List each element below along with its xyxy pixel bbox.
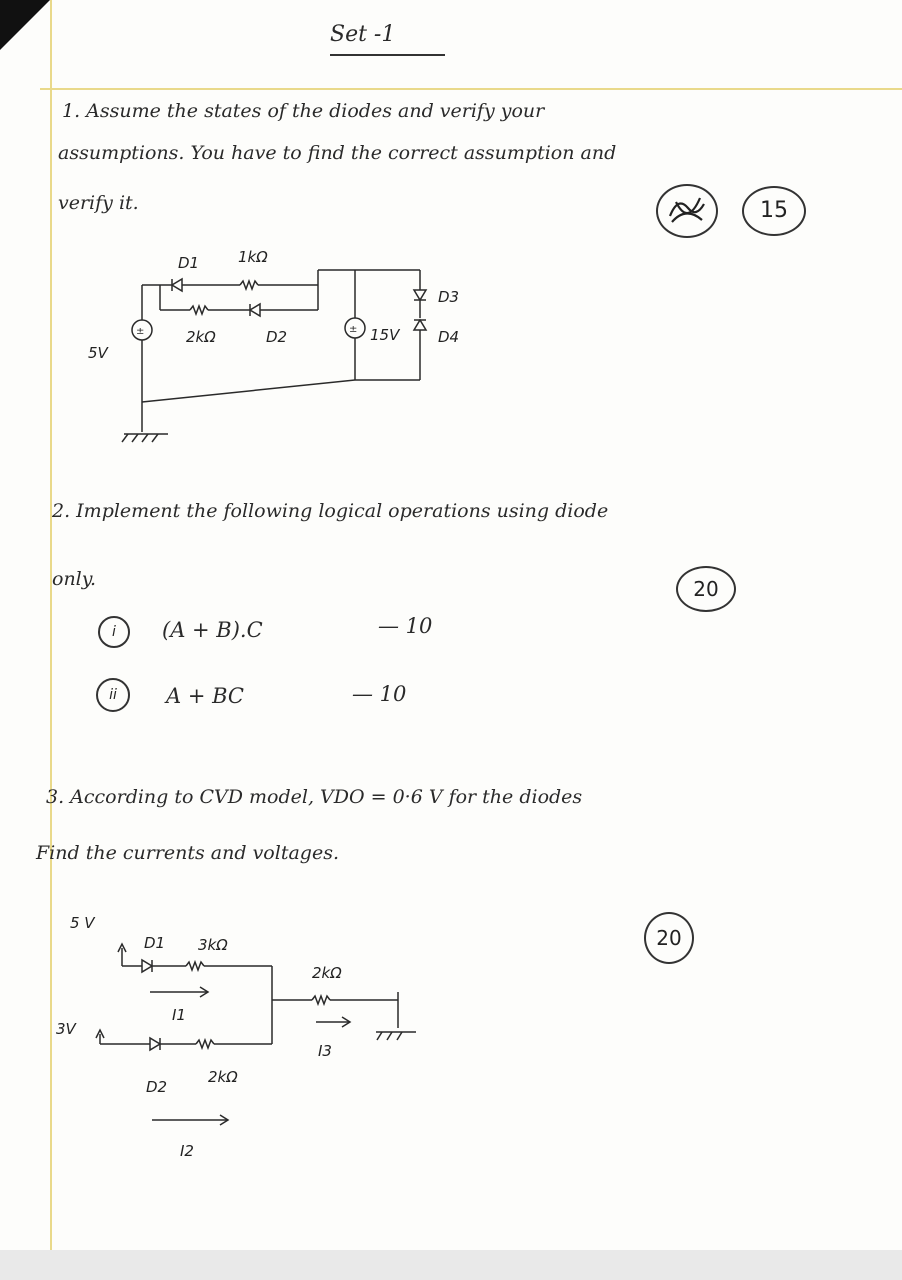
q3-i2-label: I2 [180, 1142, 194, 1160]
q2-item-2-expr: A + BC [166, 684, 245, 708]
q2-line-1: 2. Implement the following logical operations using diode [52, 500, 609, 522]
q3-v1-label: 5 V [70, 914, 95, 932]
q2-item-1-num: i [98, 616, 130, 648]
q2-marks: 20 [676, 566, 736, 612]
q3-v2-label: 3V [56, 1020, 76, 1038]
q1-r-bottom-label: 2kΩ [186, 328, 216, 346]
q3-line-2: Find the currents and voltages. [36, 842, 339, 864]
q1-v-right-label: 15V [370, 326, 400, 344]
q2-line-2: only. [52, 568, 97, 590]
q1-v-left-label: 5V [88, 344, 108, 362]
svg-text:±: ± [136, 326, 145, 337]
q3-i1-label: I1 [172, 1006, 186, 1024]
q1-line-3: verify it. [58, 192, 139, 214]
q3-marks: 20 [644, 912, 694, 964]
q3-r2-label: 2kΩ [208, 1068, 238, 1086]
q1-d4-label: D4 [438, 328, 460, 346]
q3-r3-label: 2kΩ [312, 964, 342, 982]
q3-r1-label: 3kΩ [198, 936, 228, 954]
q2-item-2-marks: — 10 [352, 682, 407, 706]
svg-text:±: ± [349, 324, 358, 335]
q3-line-1: 3. According to CVD model, VDO = 0·6 V for the diodes [46, 786, 583, 808]
q1-marks: 15 [742, 186, 806, 236]
q1-d3-label: D3 [438, 288, 460, 306]
q1-d1-label: D1 [178, 254, 200, 272]
q3-d2-label: D2 [146, 1078, 168, 1096]
q2-item-1-marks: — 10 [378, 614, 433, 638]
q2-item-1-expr: (A + B).C [162, 618, 263, 642]
q1-line-2: assumptions. You have to find the correct assumption and [58, 142, 617, 164]
q1-r-top-label: 1kΩ [238, 248, 268, 266]
q3-i3-label: I3 [318, 1042, 332, 1060]
page-title: Set -1 [330, 22, 396, 47]
q1-d2-label: D2 [266, 328, 288, 346]
q1-line-1: 1. Assume the states of the diodes and verify your [62, 100, 545, 122]
q2-item-2-num: ii [96, 678, 130, 712]
q3-d1-label: D1 [144, 934, 166, 952]
